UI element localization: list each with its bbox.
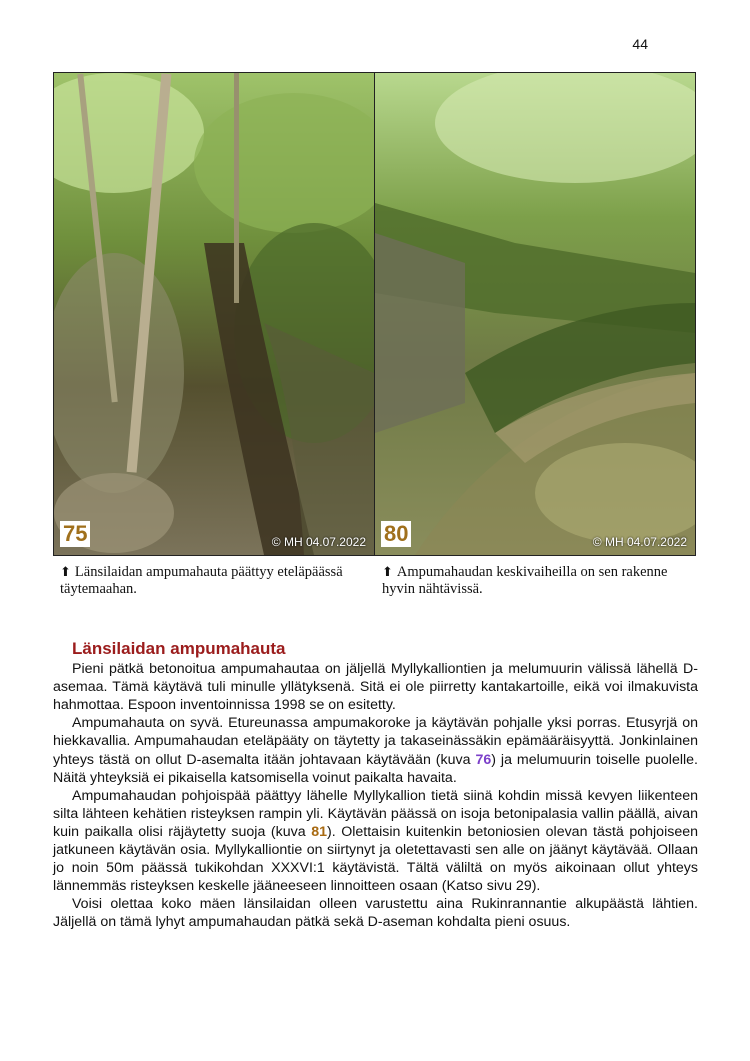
paragraph: Voisi olettaa koko mäen länsilaidan olleen varustettu aina Rukinrannantie alkupäästä lähtien. Jäljellä on tämä lyhyt ampumahaudan pätkä sekä D-aseman kohdalta pieni osuus. [53,896,698,931]
photo-caption [60,564,370,597]
paragraph: Pieni pätkä betonoitua ampumahautaa on jäljellä Myllykalliontien ja melumuurin välissä lähellä D-asemaa. Tämä käytävä tuli minulle yllätyksenä. Sitä ei ole piirretty kantakartoille, eikä voi ilmakuvista hahmottaa. Espoon inventoinnissa 1998 se on esitetty. [53,661,698,714]
arrow-up-icon: ⬆ [60,565,71,580]
caption-text: Ampumahaudan keskivaiheilla on sen rakenne hyvin nähtävissä. [382,564,668,597]
photo-75 [53,72,375,556]
figure-reference[interactable]: 76 [475,751,492,768]
paragraph: Ampumahauta on syvä. Etureunassa ampumakoroke ja käytävän pohjalle yksi porras. Etusyrjä on hiekkavallia. Ampumahaudan eteläpääty on täytetty ja takaseinässäkin epämääräisyyttä. Jonkinlainen yhteys tästä on ollut D-asemalta itään johtavaan käytävään (kuva 76) ja melumuurin toiselle puolelle. Näitä yhteyksiä ei pikaisella katsomisella voinut paikalta havaita. [53,715,698,786]
caption-text: Länsilaidan ampumahauta päättyy eteläpäässä täytemaahan. [60,564,343,597]
photo-row [53,72,696,556]
photo-caption [382,564,692,597]
photo-credit: © MH 04.07.2022 [592,535,687,549]
arrow-up-icon: ⬆ [382,565,393,580]
photo-number: 80 [381,521,411,547]
figure-reference[interactable]: 81 [311,823,327,840]
paragraph: Ampumahaudan pohjoispää päättyy lähelle Myllykallion tietä siinä kohdin missä kevyen liikenteen silta lähteen kehätien risteyksen rampin yli. Käytävän päässä on isoja betonipalasia vallin päällä, aivan kuin paikalla olisi räjäytetty suoja (kuva 81). Olettaisin kuitenkin betoniosien olevan tästä pohjoiseen jatkuneen käytävän osia. Myllykalliontie on siirtynyt ja oletettavasti sen alle on jäänyt käytävää. Ollaan jo noin 50m päässä tukikohdan XXXVI:1 käytävistä. Tältä väliltä on myös aikoinaan ollut yhteys lännemmäs risteyksen keskelle jääneeseen linnoitteen osaan (Katso sivu 29). [53,787,698,895]
forest-trench-photo-left [54,73,374,555]
page-number: 44 [632,36,648,52]
article-body [53,640,698,932]
photo-credit: © MH 04.07.2022 [271,535,366,549]
photo-80 [374,72,696,556]
section-heading: Länsilaidan ampumahauta [72,639,286,658]
forest-trench-photo-right [375,73,695,555]
photo-number: 75 [60,521,90,547]
